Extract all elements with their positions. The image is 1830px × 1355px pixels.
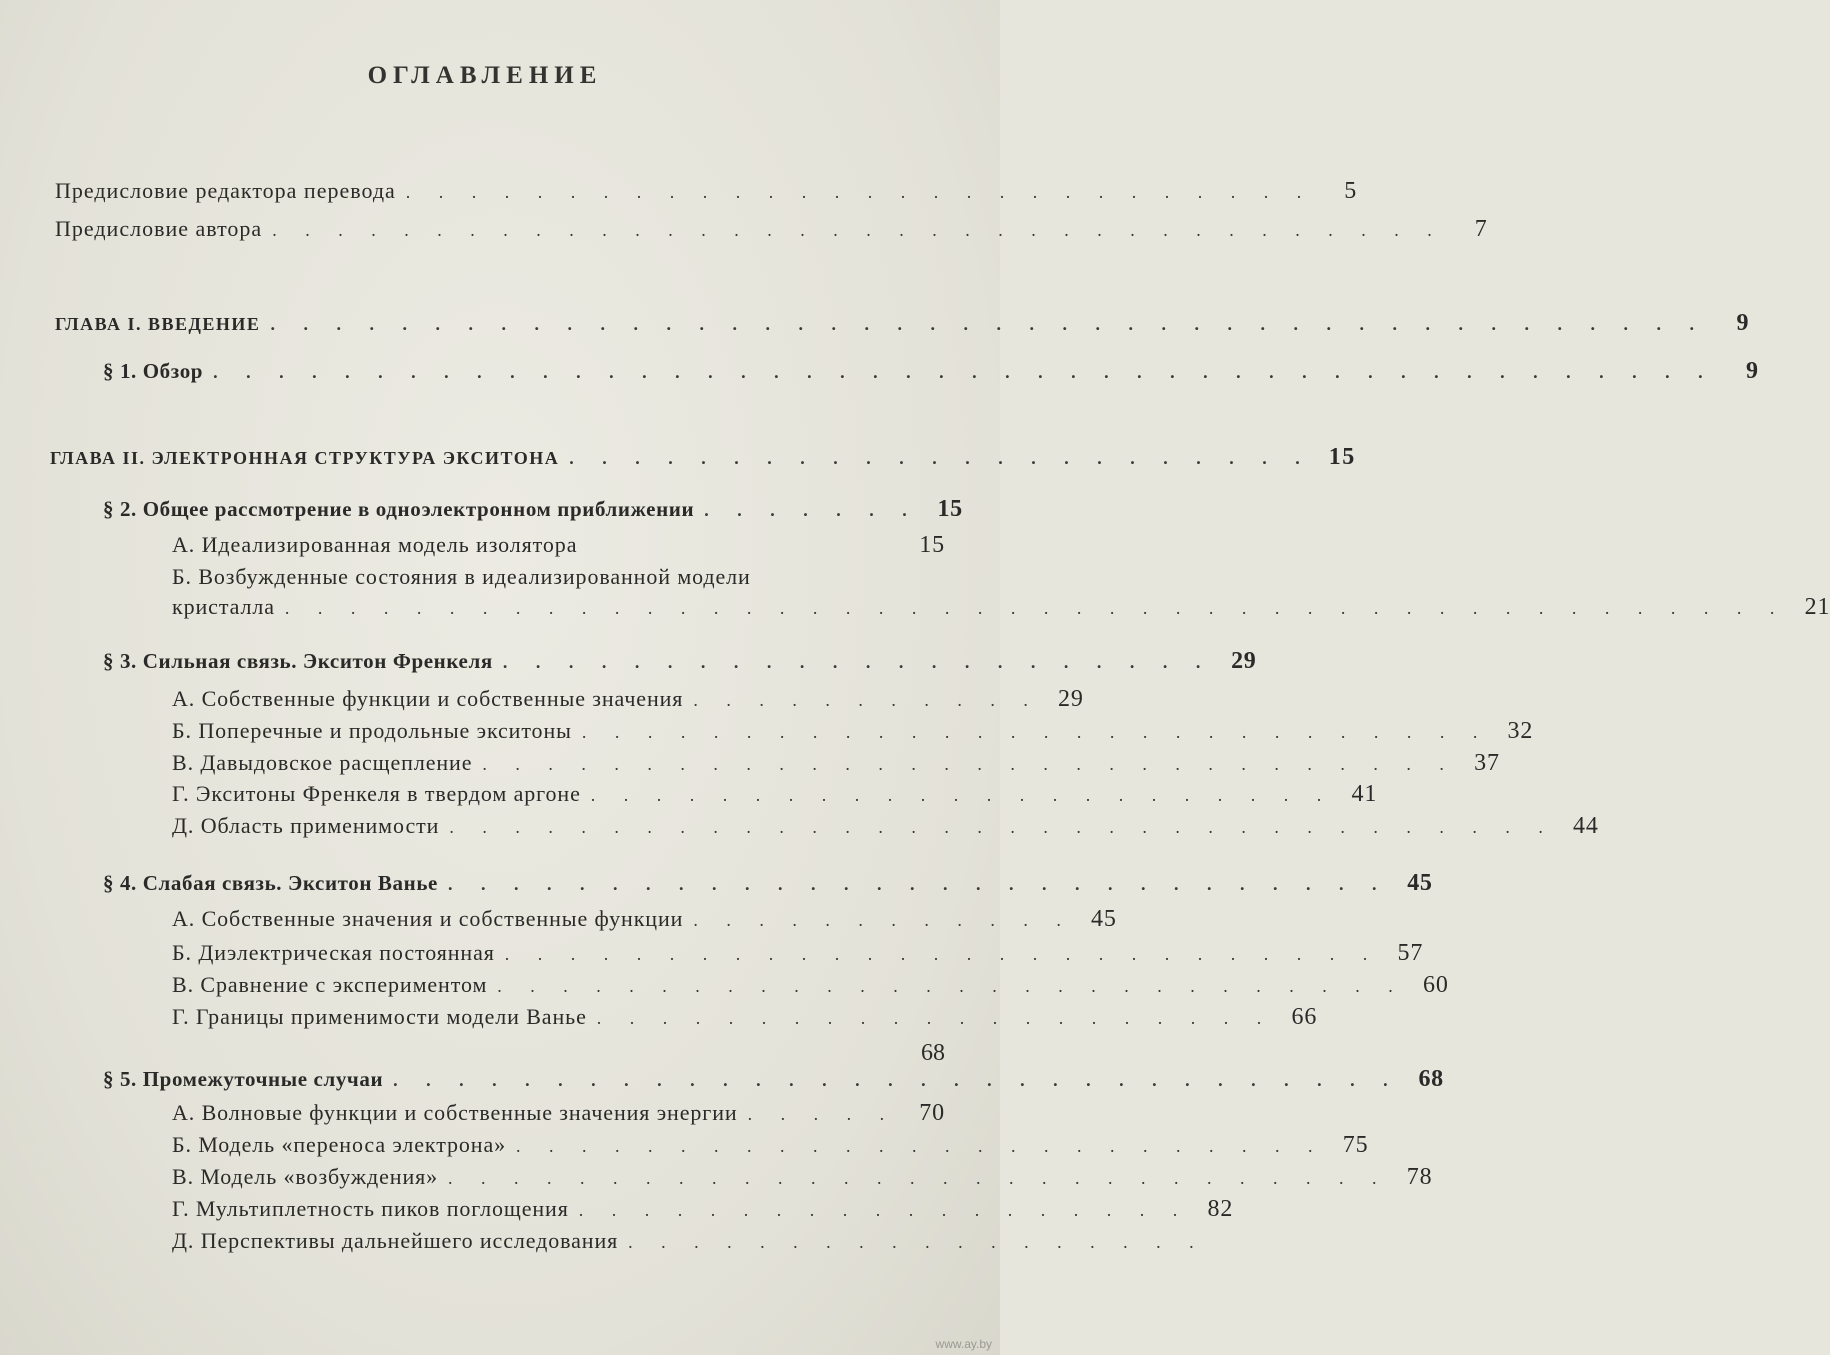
toc-chapter-2 (50, 444, 1356, 471)
toc-section-4 (103, 870, 1433, 897)
toc-page-number: 70 (919, 1100, 945, 1126)
dot-leader: . . . . . . . . . . . . . . . . . . . (578, 1200, 1190, 1220)
toc-page-number: 21 (1804, 594, 1830, 620)
toc-page-number: 75 (1342, 1132, 1369, 1158)
dot-leader: . . . . . . . . . . . . . . . . . . . . . . . . . . . . . . . (393, 1070, 1400, 1090)
dot-leader: . . . . . . . . . . . . . . . . . . . . . (596, 1008, 1274, 1028)
subsection-label: Б. Поперечные и продольные экситоны (172, 718, 572, 743)
toc-subsection (172, 1004, 1318, 1031)
toc-page-number: 78 (1406, 1164, 1433, 1190)
subsection-label: Г. Экситоны Френкеля в твердом аргоне (172, 781, 581, 806)
subsection-label: Б. Модель «переноса электрона» (172, 1132, 507, 1157)
toc-page-number: 82 (1207, 1196, 1234, 1222)
dot-leader: . . . . . . . . . . . . . . . . . . . . . . . (569, 448, 1312, 468)
watermark: www.ay.by (935, 1337, 992, 1351)
toc-entry-label: Предисловие автора (55, 216, 263, 241)
section-label: § 3. Сильная связь. Экситон Френкеля (103, 649, 493, 673)
chapter-label: ГЛАВА II. ЭЛЕКТРОННАЯ СТРУКТУРА ЭКСИТОНА (50, 448, 560, 468)
subsection-label: Г. Границы применимости модели Ванье (172, 1004, 587, 1029)
toc-page-number: 45 (1407, 870, 1433, 896)
toc-page-number: 15 (1328, 444, 1356, 470)
toc-page-number: 29 (1231, 648, 1257, 674)
subsection-label: А. Волновые функции и собственные значения энергии (172, 1100, 738, 1125)
dot-leader: . . . . . . . . . . . . . . . . . . . . . . . . . . . . . . . . . . . . . . . . . . . . . . (284, 598, 1787, 618)
toc-section-1 (103, 358, 1759, 385)
toc-page-number: 15 (919, 532, 945, 558)
dot-leader: . . . . . . . . . . . . . . . . . . . . . . . . . . . . . . . . . . . . (272, 220, 1444, 240)
toc-page-number: 5 (1344, 178, 1358, 204)
toc-page-number: 32 (1507, 718, 1534, 744)
dot-leader: . . . . . . . . . . . . . . . . . . . . . . (502, 652, 1213, 672)
toc-page-number: 68 (921, 1040, 945, 1066)
toc-subsection (172, 906, 1117, 933)
page-title: ОГЛАВЛЕНИЕ (367, 62, 603, 89)
subsection-label: В. Давыдовское расщепление (172, 750, 473, 775)
toc-page-number: 9 (1736, 310, 1750, 336)
dot-leader: . . . . . . . . . . . . . . . . . . . . . . . . . . . . . . . . . . . . . . . . . . . . (270, 314, 1706, 334)
dot-leader: . . . . . . . . . . . . . . . . . . . . . . . . . . . . . . . . . . (449, 817, 1555, 837)
toc-page-number: 29 (1058, 686, 1084, 712)
toc-section-5 (103, 1066, 1444, 1093)
dot-leader: . . . . . . . . . . . . . . . . . . . . . . . . . . . . . . (482, 754, 1456, 774)
section-label: § 5. Промежуточные случаи (103, 1067, 384, 1091)
toc-page-number: 44 (1573, 813, 1599, 839)
subsection-label: Б. Диэлектрическая постоянная (172, 940, 495, 965)
toc-section-3 (103, 648, 1257, 675)
toc-page-number: 9 (1745, 358, 1759, 384)
dot-leader: . . . . . . . (704, 500, 919, 520)
dot-leader: . . . . . . . . . . . . . . . . . . . . . . . . . . . . . (447, 874, 1389, 894)
dot-leader: . . . . . . . . . . . . . . . . . . . . . . . . . . . . (497, 976, 1405, 996)
toc-entry-editor-preface (55, 178, 1358, 205)
dot-leader: . . . . . . . . . . . . (693, 910, 1073, 930)
toc-chapter-1 (55, 310, 1750, 337)
toc-page-number: 60 (1422, 972, 1449, 998)
toc-page-number: 7 (1474, 216, 1488, 242)
toc-subsection (172, 940, 1424, 967)
dot-leader: . . . . . . . . . . . . . . . . . . . . . . . . . . . . . (448, 1168, 1389, 1188)
section-label: § 2. Общее рассмотрение в одноэлектронном приближении (103, 497, 695, 521)
subsection-label: А. Идеализированная модель изолятора (172, 532, 578, 557)
chapter-label: ГЛАВА I. ВВЕДЕНИЕ (55, 314, 261, 334)
toc-subsection-line: Б. Возбужденные состояния в идеализированной модели (172, 564, 751, 589)
toc-entry-label: Предисловие редактора перевода (55, 178, 396, 203)
subsection-label: Г. Мультиплетность пиков поглощения (172, 1196, 569, 1221)
subsection-label: А. Собственные функции и собственные значения (172, 686, 684, 711)
toc-page-number: 37 (1474, 750, 1500, 776)
dot-leader: . . . . . . . . . . . . . . . . . . (628, 1232, 1206, 1252)
toc-subsection (172, 972, 1449, 999)
dot-leader: . . . . . . . . . . . . . . . . . . . . . . . . . . . . (405, 182, 1314, 202)
toc-page-number: 15 (937, 496, 963, 522)
toc-subsection (172, 1164, 1433, 1191)
subsection-label: Д. Область применимости (172, 813, 440, 838)
toc-subsection-continued (172, 594, 1830, 621)
toc-page-number: 68 (1418, 1066, 1444, 1092)
toc-page-number: 41 (1351, 781, 1378, 807)
dot-leader: . . . . . (747, 1104, 897, 1124)
toc-subsection (172, 1132, 1369, 1159)
toc-entry-author-preface (55, 216, 1488, 243)
subsection-label: В. Сравнение с экспериментом (172, 972, 488, 997)
toc-subsection (172, 1196, 1234, 1223)
subsection-label: кристалла (172, 594, 275, 619)
section-label: § 4. Слабая связь. Экситон Ванье (103, 871, 438, 895)
toc-subsection (172, 686, 1084, 713)
toc-subsection (172, 750, 1500, 777)
toc-page-number: 57 (1397, 940, 1424, 966)
dot-leader: . . . . . . . . . . . (693, 690, 1040, 710)
toc-subsection (172, 1228, 1206, 1254)
subsection-label: В. Модель «возбуждения» (172, 1164, 439, 1189)
subsection-label: А. Собственные значения и собственные функции (172, 906, 684, 931)
toc-page-number: 66 (1291, 1004, 1318, 1030)
toc-subsection (172, 1100, 945, 1127)
toc-page-number: 45 (1091, 906, 1117, 932)
dot-leader: . . . . . . . . . . . . . . . . . . . . . . . . . (516, 1136, 1325, 1156)
toc-subsection (172, 813, 1599, 840)
subsection-label: Д. Перспективы дальнейшего исследования (172, 1228, 619, 1253)
toc-subsection (172, 781, 1378, 808)
dot-leader: . . . . . . . . . . . . . . . . . . . . . . . . . . . . (581, 722, 1490, 742)
dot-leader: . . . . . . . . . . . . . . . . . . . . . . . . . . . . . . . . . . . . . . . . . . . . . . (213, 362, 1715, 382)
toc-subsection (172, 532, 945, 559)
dot-leader: . . . . . . . . . . . . . . . . . . . . . . . . . . . (504, 944, 1380, 964)
section-label: § 1. Обзор (103, 359, 204, 383)
toc-subsection (172, 718, 1534, 745)
toc-section-2 (103, 496, 963, 523)
dot-leader: . . . . . . . . . . . . . . . . . . . . . . . (590, 785, 1334, 805)
